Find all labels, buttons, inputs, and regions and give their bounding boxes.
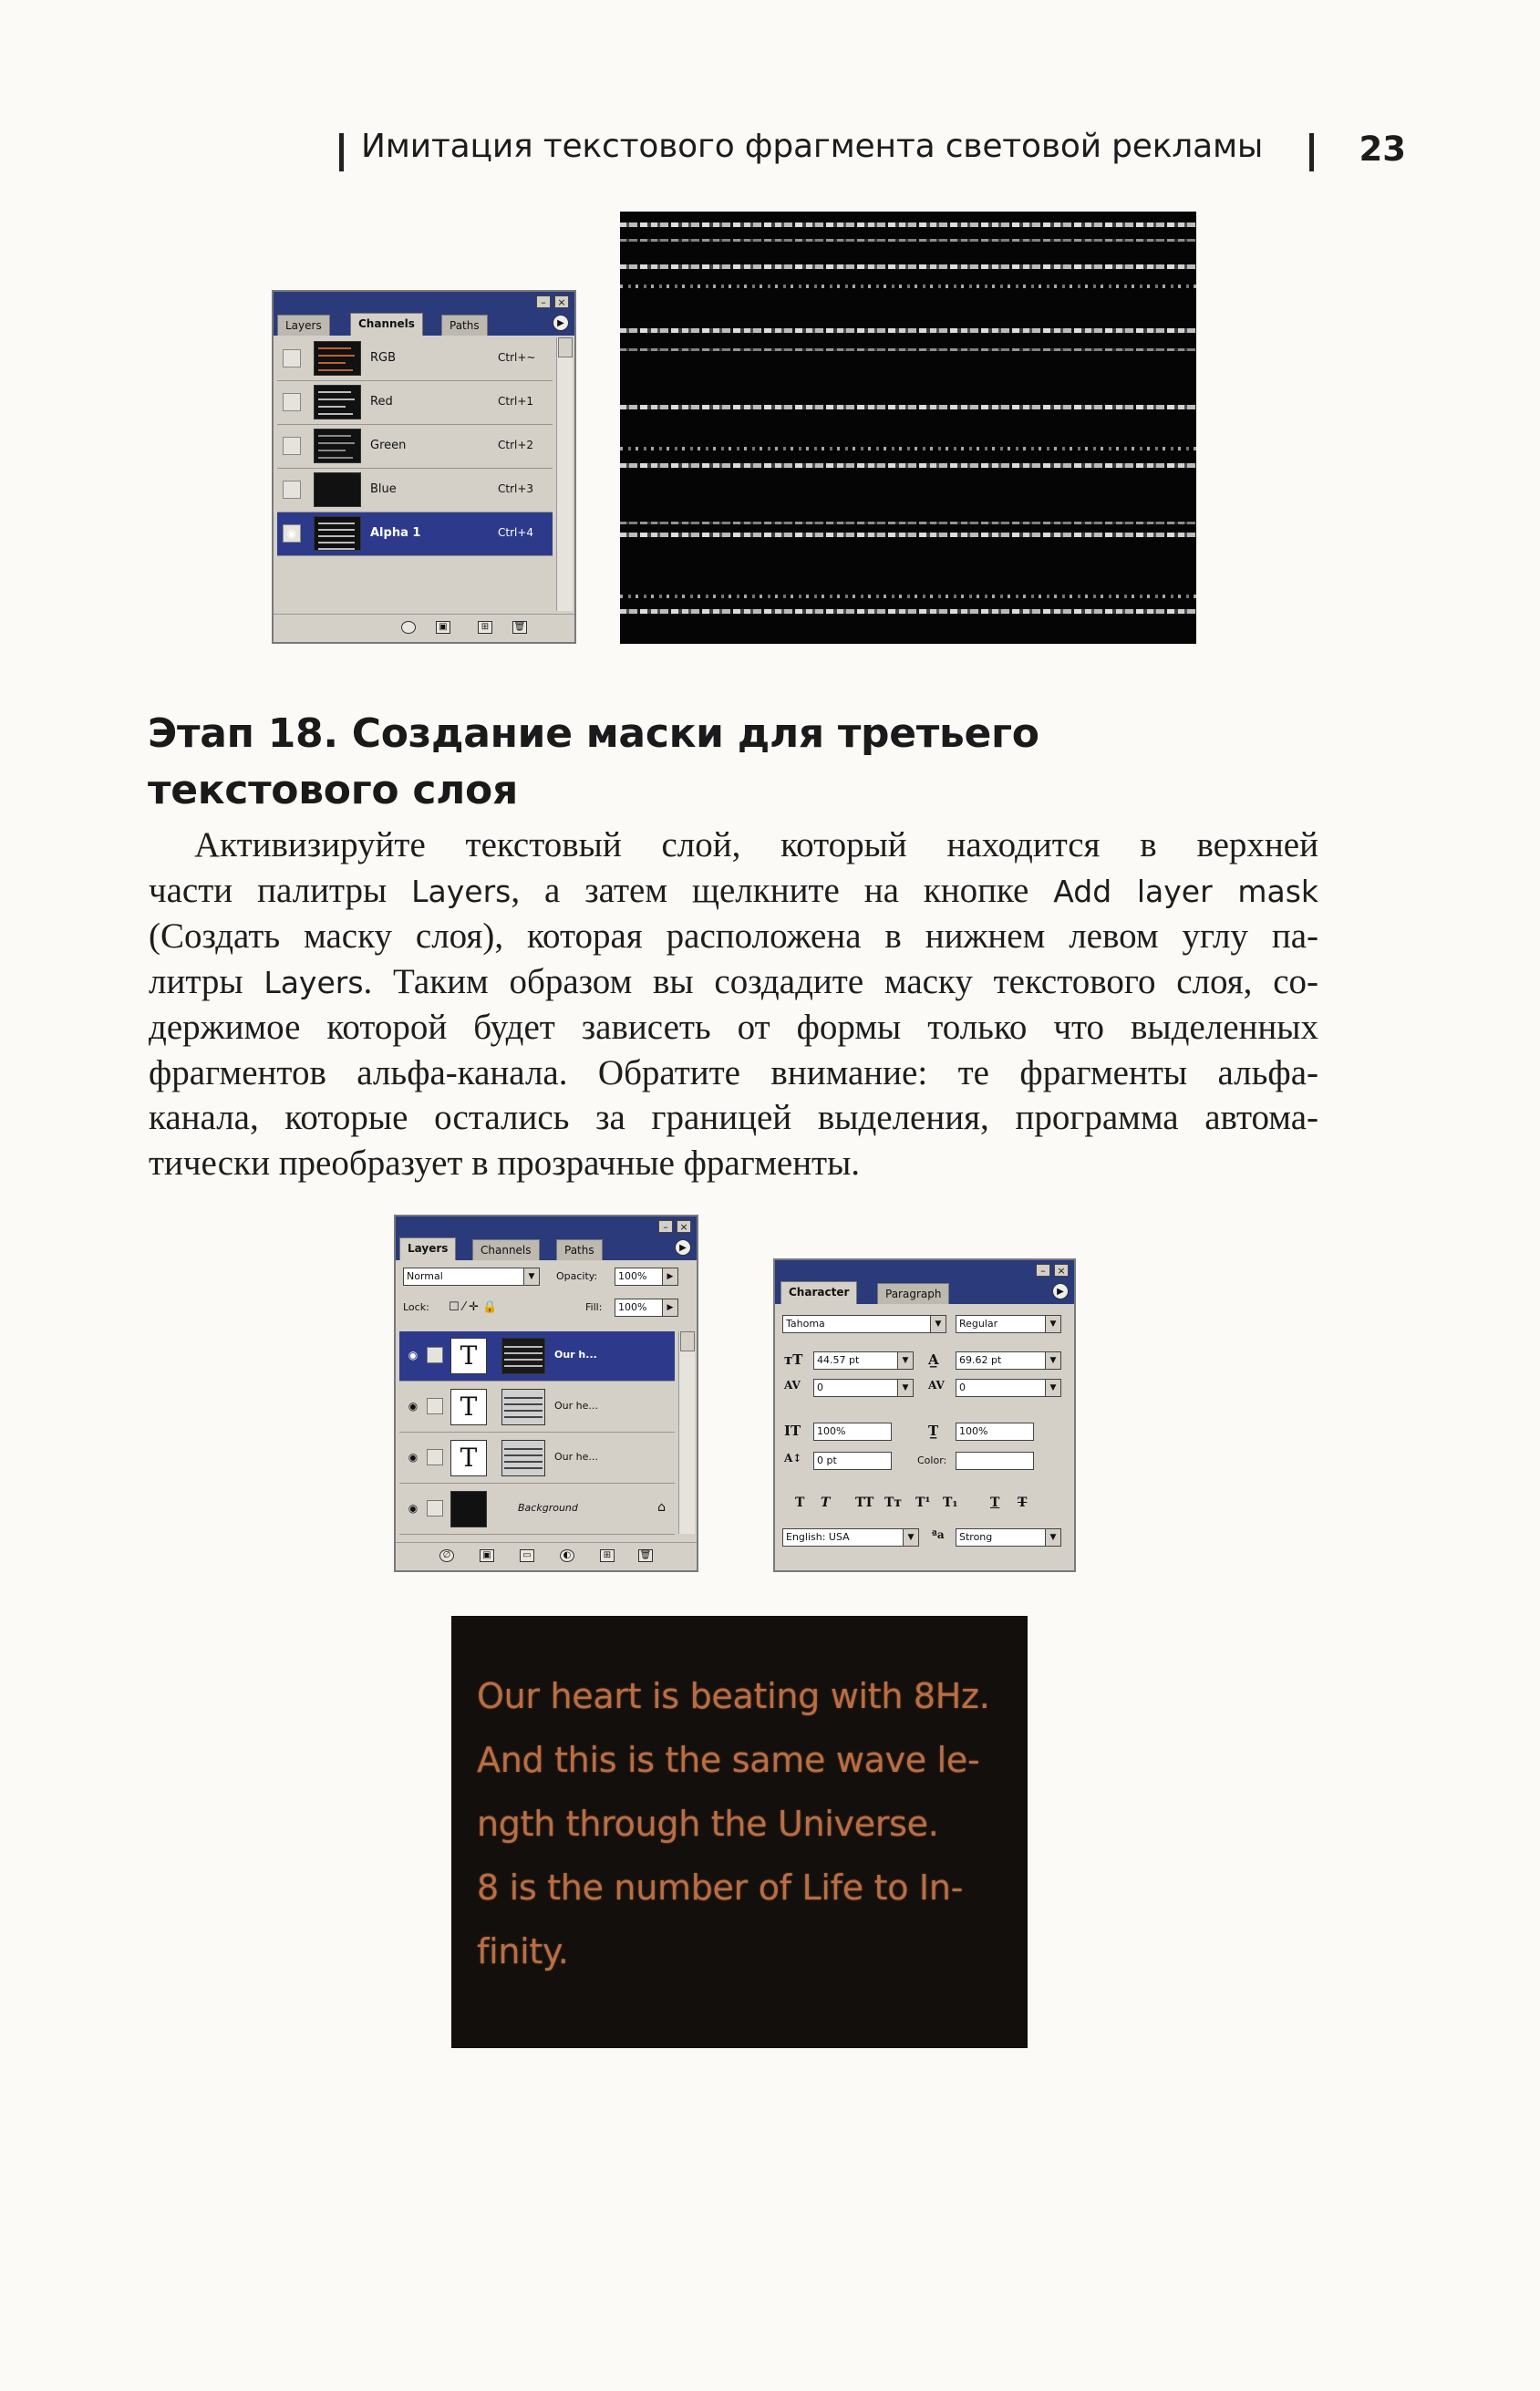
language-value: English: USA (786, 1531, 850, 1543)
tab-layers[interactable]: Layers (277, 315, 330, 336)
horizontal-scale-value: 100% (959, 1425, 988, 1437)
alpha-stripe (620, 463, 1196, 468)
fill-label: Fill: (585, 1301, 603, 1313)
panel-tabs (775, 1280, 1074, 1304)
visibility-toggle[interactable] (283, 437, 301, 455)
channel-name: Red (370, 395, 393, 409)
text-run: , а затем щелкните на кнопке (511, 870, 1054, 910)
channel-thumbnail (314, 516, 361, 551)
chevron-down-icon: ▼ (897, 1352, 913, 1369)
channel-thumbnail (314, 472, 361, 507)
tab-channels[interactable]: Channels (350, 313, 423, 336)
alpha-stripe (620, 447, 1196, 450)
result-text-line: And this is the same wave le- (477, 1740, 980, 1780)
alpha-stripe (620, 533, 1196, 537)
blend-mode-select[interactable] (403, 1268, 540, 1286)
chevron-right-icon: ▶ (662, 1268, 677, 1285)
panel-titlebar (274, 292, 574, 312)
vertical-scale-value: 100% (817, 1425, 846, 1437)
font-family-select[interactable] (782, 1315, 946, 1333)
ui-term-layers: Layers (264, 964, 364, 1000)
font-size-value: 44.57 pt (817, 1354, 860, 1366)
text-run: . Таким образом вы создадите маску текстового слоя, со- (363, 961, 1318, 1001)
channel-shortcut: Ctrl+1 (498, 395, 534, 408)
panel-tabs (274, 312, 574, 336)
color-label: Color: (917, 1454, 947, 1466)
layer-name: Our he... (554, 1451, 598, 1463)
panel-menu-icon[interactable]: ▶ (1052, 1283, 1069, 1299)
paragraph-line: Активизируйте текстовый слой, который находится в верхней (194, 825, 1318, 864)
chevron-down-icon: ▼ (930, 1316, 946, 1332)
language-select[interactable] (782, 1528, 919, 1547)
header-divider (1309, 133, 1314, 171)
chevron-down-icon: ▼ (1045, 1529, 1060, 1546)
eye-icon[interactable]: ◉ (408, 1451, 419, 1464)
faux-italic-icon[interactable]: T (821, 1496, 831, 1510)
header-divider (339, 133, 344, 171)
paragraph-line: тически преобразует в прозрачные фрагменты. (149, 1143, 861, 1183)
minimize-icon[interactable]: – (658, 1220, 673, 1233)
layers-panel (394, 1215, 698, 1572)
superscript-icon[interactable]: T¹ (915, 1496, 931, 1510)
subscript-icon[interactable]: T₁ (943, 1496, 958, 1510)
antialias-icon: ªa (932, 1528, 945, 1541)
layer-row[interactable] (399, 1434, 675, 1484)
channel-row-rgb[interactable] (277, 337, 553, 381)
baseline-shift-value: 0 pt (817, 1454, 837, 1466)
baseline-shift-field[interactable] (813, 1452, 892, 1470)
running-header (339, 128, 1406, 182)
alpha-stripe (620, 522, 1196, 524)
chevron-down-icon: ▼ (1045, 1352, 1060, 1369)
paragraph-line (149, 959, 1318, 1006)
channel-scrollbar[interactable] (556, 337, 573, 611)
tab-paths[interactable]: Paths (556, 1239, 603, 1260)
heading-line: Этап 18. Создание маски для третьего (148, 710, 1039, 757)
font-style-value: Regular (959, 1318, 998, 1330)
font-size-field[interactable] (813, 1351, 914, 1370)
adjustment-layer-icon[interactable]: ◐ (560, 1549, 574, 1562)
chevron-right-icon: ▶ (662, 1299, 677, 1316)
small-caps-icon[interactable]: Tт (884, 1496, 903, 1510)
vertical-scale-field[interactable] (813, 1423, 892, 1441)
mask-link-icon[interactable] (427, 1347, 443, 1363)
panel-footer (396, 1542, 697, 1570)
section-heading (148, 706, 1369, 819)
result-text-line: 8 is the number of Life to In- (477, 1868, 964, 1908)
close-icon[interactable]: × (1054, 1264, 1069, 1277)
result-text-line: Our heart is beating with 8Hz. (477, 1676, 990, 1716)
lock-label: Lock: (403, 1301, 429, 1313)
kerning-value: 0 (817, 1382, 823, 1393)
paragraph-line: фрагментов альфа-канала. Обратите внимание: те фрагменты альфа- (149, 1052, 1318, 1092)
chevron-down-icon: ▼ (523, 1268, 539, 1285)
alpha-stripe (620, 239, 1196, 242)
minimize-icon[interactable]: – (1036, 1264, 1050, 1277)
opacity-field[interactable] (615, 1268, 678, 1286)
chevron-down-icon: ▼ (1045, 1380, 1060, 1396)
leading-field[interactable] (956, 1351, 1061, 1370)
antialias-select[interactable] (956, 1528, 1061, 1547)
tab-paragraph[interactable]: Paragraph (877, 1283, 949, 1304)
eye-icon[interactable]: ◉ (408, 1400, 419, 1413)
leading-value: 69.62 pt (959, 1354, 1002, 1366)
channel-name: RGB (370, 351, 397, 365)
load-selection-icon[interactable] (401, 621, 416, 634)
tab-channels[interactable]: Channels (472, 1239, 540, 1260)
running-title: Имитация текстового фрагмента световой рекламы (361, 128, 1264, 165)
alpha-stripe (620, 264, 1196, 269)
minimize-icon[interactable]: – (536, 295, 551, 308)
chevron-down-icon: ▼ (903, 1529, 918, 1546)
channel-name: Blue (370, 482, 397, 496)
save-selection-icon[interactable]: ▣ (436, 621, 450, 634)
visibility-toggle[interactable] (283, 393, 301, 411)
text-layer-icon: T (450, 1338, 487, 1374)
blend-row (403, 1268, 691, 1288)
channel-thumbnail (314, 429, 361, 463)
lock-icon: ⌂ (657, 1500, 666, 1515)
ui-term-layers: Layers (411, 873, 512, 909)
panel-menu-icon[interactable]: ▶ (553, 315, 569, 331)
strikethrough-icon[interactable]: T (1018, 1496, 1028, 1510)
channel-shortcut: Ctrl+2 (498, 439, 534, 451)
add-layer-mask-icon[interactable]: ▣ (480, 1549, 494, 1562)
body-paragraph (149, 823, 1318, 1185)
layer-row[interactable] (399, 1331, 675, 1382)
tracking-value: 0 (959, 1382, 966, 1393)
channel-row-green[interactable] (277, 425, 553, 469)
background-thumbnail (450, 1491, 487, 1527)
panel-menu-icon[interactable]: ▶ (675, 1239, 691, 1256)
heading-line: текстового слоя (148, 767, 518, 813)
channel-row-blue[interactable] (277, 469, 553, 512)
close-icon[interactable]: × (554, 295, 569, 308)
eye-icon[interactable]: ◉ (283, 524, 301, 543)
alpha-stripe (620, 609, 1196, 614)
panel-tabs (396, 1237, 697, 1260)
paragraph-line (149, 868, 1318, 915)
visibility-toggle[interactable] (283, 481, 301, 499)
channel-name: Alpha 1 (370, 526, 421, 540)
lock-icons[interactable]: ☐ ⁄ ✛ 🔒 (449, 1300, 498, 1314)
channel-row-alpha-1[interactable] (277, 512, 553, 556)
underline-icon[interactable]: T (990, 1496, 1000, 1510)
layer-name: Our h... (554, 1349, 597, 1361)
baseline-shift-icon: A↕ (784, 1452, 802, 1465)
channel-name: Green (370, 439, 407, 452)
trash-icon[interactable]: 🗑 (639, 1550, 652, 1560)
layer-mask-thumbnail[interactable] (501, 1440, 545, 1476)
opacity-label: Opacity: (556, 1270, 598, 1282)
tab-character[interactable]: Character (780, 1281, 857, 1304)
layer-name: Background (518, 1502, 578, 1514)
new-channel-icon[interactable]: ⊞ (478, 621, 492, 634)
paragraph-line: канала, которые остались за границей выделения, программа автома- (149, 1098, 1318, 1137)
result-text-line: ngth through the Universe. (477, 1804, 939, 1844)
panel-footer (274, 614, 574, 642)
font-style-select[interactable] (956, 1315, 1061, 1333)
kerning-field[interactable] (813, 1379, 914, 1397)
layer-mask-thumbnail[interactable] (501, 1389, 545, 1425)
layer-scrollbar[interactable] (678, 1331, 695, 1534)
result-text-line: finity. (477, 1931, 569, 1972)
tracking-icon: AV (928, 1379, 945, 1392)
panel-titlebar (775, 1260, 1074, 1280)
font-size-icon: тT (784, 1351, 803, 1368)
lock-row (403, 1299, 691, 1319)
new-layer-icon[interactable]: ⊞ (600, 1549, 615, 1562)
link-layers-icon[interactable]: ∅ (439, 1549, 454, 1562)
alpha-stripe (620, 223, 1196, 227)
channel-shortcut: Ctrl+~ (498, 351, 536, 364)
blend-mode-value: Normal (407, 1270, 443, 1282)
text-layer-icon: T (450, 1440, 487, 1476)
visibility-toggle[interactable] (283, 349, 301, 367)
tab-layers[interactable]: Layers (399, 1237, 456, 1260)
channel-row-red[interactable] (277, 381, 553, 425)
eye-icon[interactable]: ◉ (408, 1349, 419, 1361)
alpha-stripe (620, 348, 1196, 351)
leading-icon: A̲ (928, 1351, 939, 1368)
chevron-down-icon: ▼ (897, 1380, 913, 1396)
alpha-channel-preview (620, 212, 1196, 644)
text-run: литры (149, 961, 264, 1001)
text-run: части палитры (149, 870, 412, 910)
fill-field[interactable] (615, 1299, 678, 1317)
page-number: 23 (1359, 129, 1406, 169)
all-caps-icon[interactable]: TT (855, 1496, 874, 1510)
eye-icon[interactable]: ◉ (408, 1502, 419, 1515)
paragraph-line: держимое которой будет зависеть от формы только что выделенных (149, 1008, 1318, 1047)
horizontal-scale-icon: T̲ (928, 1423, 939, 1439)
alpha-stripe (620, 328, 1196, 333)
channels-panel (272, 290, 576, 644)
trash-icon[interactable]: 🗑 (513, 622, 526, 632)
vertical-scale-icon: IT (784, 1423, 801, 1439)
color-swatch[interactable] (956, 1452, 1034, 1470)
close-icon[interactable]: × (677, 1220, 691, 1233)
channel-thumbnail (314, 341, 361, 376)
layer-row[interactable] (399, 1485, 675, 1535)
antialias-value: Strong (959, 1531, 993, 1543)
mask-link-icon[interactable] (427, 1398, 443, 1414)
layer-row[interactable] (399, 1382, 675, 1433)
fill-value: 100% (618, 1301, 647, 1313)
font-family-value: Tahoma (786, 1318, 825, 1330)
alpha-stripe (620, 595, 1196, 598)
alpha-stripe (620, 405, 1196, 409)
channel-shortcut: Ctrl+3 (498, 482, 534, 495)
faux-bold-icon[interactable]: T (795, 1496, 805, 1510)
new-group-icon[interactable]: ▭ (520, 1549, 534, 1562)
mask-link-icon[interactable] (427, 1500, 443, 1516)
chevron-down-icon: ▼ (1045, 1316, 1060, 1332)
horizontal-scale-field[interactable] (956, 1423, 1034, 1441)
layer-list (399, 1331, 675, 1534)
channel-shortcut: Ctrl+4 (498, 526, 534, 539)
mask-link-icon[interactable] (427, 1449, 443, 1465)
channel-thumbnail (314, 385, 361, 419)
layer-mask-thumbnail[interactable] (501, 1338, 545, 1374)
panel-titlebar (396, 1216, 697, 1237)
alpha-stripe (620, 285, 1196, 288)
character-panel (773, 1258, 1076, 1572)
result-image (451, 1616, 1028, 2048)
ui-term-add-layer-mask: Add layer mask (1053, 873, 1318, 909)
channel-list (277, 337, 553, 611)
text-layer-icon: T (450, 1389, 487, 1425)
tab-paths[interactable]: Paths (441, 315, 488, 336)
tracking-field[interactable] (956, 1379, 1061, 1397)
paragraph-line: (Создать маску слоя), которая расположена в нижнем левом углу па- (149, 916, 1318, 956)
opacity-value: 100% (618, 1270, 647, 1282)
layer-name: Our he... (554, 1400, 598, 1412)
kerning-icon: AV (784, 1379, 801, 1392)
